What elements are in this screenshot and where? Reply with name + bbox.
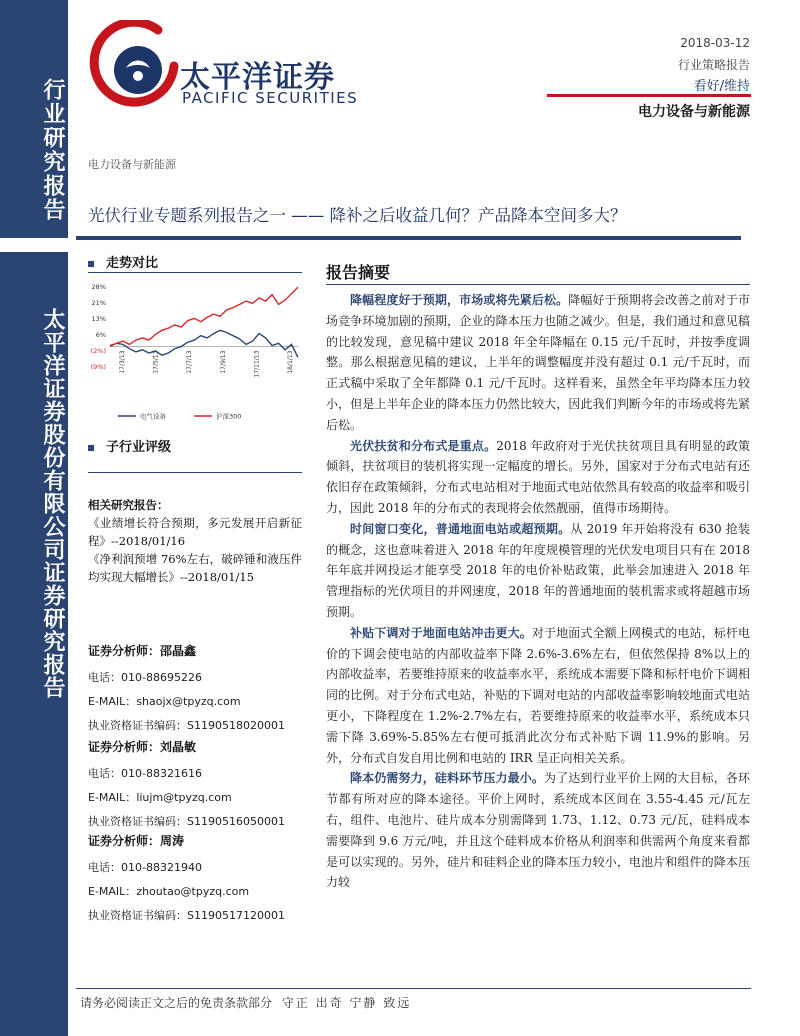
analyst-cert: S1190518020001 [187,719,285,732]
title-divider [76,236,741,240]
brand-name-en: PACIFIC SECURITIES [182,89,359,107]
summary-heading: 报告摘要 [326,263,391,282]
analyst-email[interactable]: zhoutao@tpyzq.com [136,885,250,898]
sidebar-company-label: 太平洋证券股份有限公司证券研究报告 [40,308,65,699]
y-tick-label: 13% [91,315,106,323]
summary-heading-rule [326,284,750,285]
related-report-item[interactable]: 《业绩增长符合预期，多元发展开启新征程》--2018/01/16 [88,516,302,548]
footer [80,994,411,1011]
footer-rule [76,988,751,989]
analyst-phone: 010-88695226 [121,671,202,684]
analyst-name: 刘晶敏 [160,740,197,754]
x-tick-label: 18/1/13 [287,350,294,374]
analyst-email[interactable]: liujm@tpyzq.com [136,791,232,804]
trend-heading: 走势对比 [88,252,158,271]
summary-paragraph: 降幅程度好于预期，市场或将先紧后松。降幅好于预期将会改善之前对于市场竞争环境加剧的预期，企业的降本压力也随之减少。但是，我们通过和意见稿的比较发现，意见稿中建议 2018 年全年降幅在 0.15 元/千瓦时，并按季度调整。那么根据意见稿的建议，上半年的调整幅度并没有超过 0.1 元/千瓦时，而正式稿中采取了全年都降 0.1 元/千瓦时。这样看来，虽然全年平均降本压力较小，但是上半年企业的降本压力仍然比较大，因此我们判断今年的市场或将先紧后松。 [326,293,750,432]
trend-comparison-chart [86,276,306,428]
sub-industry-rule [88,472,302,473]
series-line [110,287,298,346]
square-bullet-icon [88,261,94,267]
y-tick-label: 6% [95,331,106,339]
sidebar-report-category: 行业研究报告 [40,78,65,222]
analyst-name: 周涛 [160,834,185,848]
x-tick-label: 17/11/13 [253,350,261,378]
analyst-phone: 010-88321940 [121,861,202,874]
analyst-card: 证券分析师：刘晶敏 电话：010-88321616 E-MAIL：liujm@tpyzq.com 执业资格证书编码：S1190516050001 [88,740,285,828]
analyst-email[interactable]: shaojx@tpyzq.com [136,695,241,708]
analyst-cert: S1190517120001 [187,909,285,922]
x-tick-label: 17/9/13 [219,350,227,374]
report-date: 2018-03-12 [680,36,750,50]
summary-paragraph: 补贴下调对于地面电站冲击更大。对于地面式全额上网模式的电站，标杆电价的下调会使电站的内部收益率下降 2.6%-3.6%左右，但依然保持 8%以上的内部收益率，若要维持原来的收益率水平，系统成本需要下降和标杆电价下调相同的比例。对于分布式电站，补贴的下调对电站的内部收益率影响较地面式电站更小，下降程度在 1.2%-2.7%左右，若要维持原来的收益率水平，系统成本只需下降 3.69%-5.85%左右便可抵消此次分布式补贴下调 11.9%的影响。另外，分布式自发自用比例和电站的 IRR 呈正向相关关系。 [326,625,750,765]
related-reports [88,496,302,586]
report-type: 行业策略报告 [677,58,750,72]
analyst-phone: 010-88321616 [121,767,202,780]
square-bullet-icon [88,445,94,451]
disclaimer-note: 请务必阅读正文之后的免责条款部分 [80,996,273,1010]
summary-paragraph: 降本仍需努力，硅料环节压力最小。为了达到行业平价上网的大目标，各环节都有所对应的降本途径。平价上网时，系统成本区间在 3.55-4.45 元/瓦左右，组件、电池片、硅片成本分别需降到 1.73、1.12、0.73 元/瓦，硅料成本需要降到 9.6 万元/吨，并且这个硅料成本价格从利润率和供需两个角度来看都是可以实现的。另外，硅片和硅料企业的降本压力较小，电池片和组件的降本压力较 [326,771,750,890]
x-tick-label: 17/7/13 [186,350,194,374]
y-tick-label: (9%) [90,363,106,371]
header-red-bar [547,94,751,97]
y-tick-label: 28% [91,283,106,291]
summary-paragraph: 时间窗口变化，普通地面电站或超预期。从 2019 年开始将没有 630 抢装的概念，这也意味着进入 2018 年的年度规模管理的光伏发电项目只有在 2018 年年底并网投运才能享受 2018 年的电价补贴政策，此举会加速进入 2018 年管理指标的光伏项目的并网速度，2018 年的普通地面的装机需求或将超越市场预期。 [326,521,750,619]
sidebar-divider [0,238,68,252]
analyst-card: 证券分析师：周涛 电话：010-88321940 E-MAIL：zhoutao@tpyzq.com 执业资格证书编码：S1190517120001 [88,834,285,922]
summary-body [326,290,750,893]
analyst-name: 邵晶鑫 [160,644,197,658]
x-tick-label: 17/5/13 [152,350,160,374]
sub-industry-heading: 子行业评级 [88,436,171,455]
legend-label: 电气设备 [140,412,166,421]
sector-label: 电力设备与新能源 [638,104,750,120]
company-motto: 守正 出奇 宁静 致远 [281,996,412,1010]
pacific-securities-logo [88,20,180,112]
related-report-item[interactable]: 《净利润预增 76%左右，破碎锤和液压件均实现大幅增长》--2018/01/15 [88,552,302,584]
breadcrumb: 电力设备与新能源 [88,158,176,171]
y-tick-label: (2%) [90,347,106,355]
x-tick-label: 17/3/13 [119,350,126,374]
series-line [110,330,298,357]
summary-paragraph: 光伏扶贫和分布式是重点。2018 年政府对于光伏扶贫项目具有明显的政策倾斜，扶贫项目的装机将实现一定幅度的增长。另外，国家对于分布式电站有还依旧存在政策倾斜，分布式电站相对于地面式电站依然具有较高的收益率和吸引力，因此 2018 年的分布式的表现将会依然靓丽，值得市场期待。 [326,438,750,515]
related-reports-heading: 相关研究报告： [88,498,169,512]
trend-heading-rule [88,272,302,273]
page-title: 光伏行业专题系列报告之一 —— 降补之后收益几何？产品降本空间多大？ [88,206,627,225]
analyst-card: 证券分析师：邵晶鑫 电话：010-88695226 E-MAIL：shaojx@tpyzq.com 执业资格证书编码：S1190518020001 [88,644,285,732]
legend-label: 沪深300 [216,412,242,421]
rating-label: 看好/维持 [693,79,750,94]
y-tick-label: 21% [91,299,106,307]
analyst-cert: S1190516050001 [187,815,285,828]
brand-name-cn: 太平洋证券 [180,60,335,95]
